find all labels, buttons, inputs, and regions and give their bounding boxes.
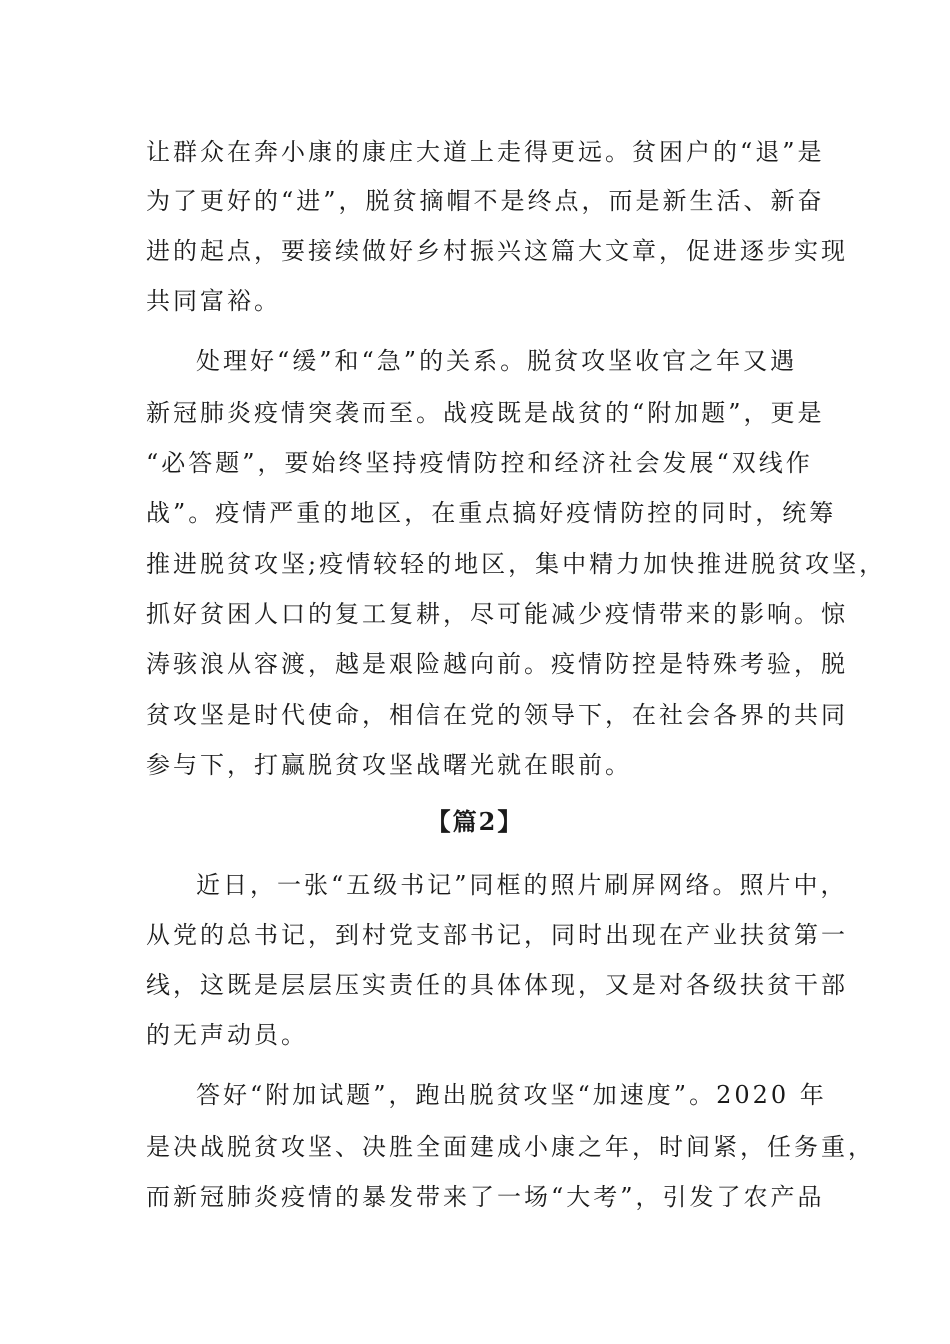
paragraph-4-line-3: 而新冠肺炎疫情的暴发带来了一场“大考”，引发了农产品 <box>146 1183 825 1211</box>
paragraph-2-line-3: “必答题”，要始终坚持疫情防控和经济社会发展“双线作 <box>146 449 813 477</box>
paragraph-2-line-1: 处理好“缓”和“急”的关系。脱贫攻坚收官之年又遇 <box>196 347 798 375</box>
paragraph-2-line-4: 战”。疫情严重的地区，在重点搞好疫情防控的同时，统筹 <box>146 499 837 527</box>
paragraph-2-line-5: 推进脱贫攻坚;疫情较轻的地区，集中精力加快推进脱贫攻坚， <box>146 550 887 578</box>
paragraph-2-line-6: 抓好贫困人口的复工复耕，尽可能减少疫情带来的影响。惊 <box>146 600 848 628</box>
paragraph-4-line-2: 是决战脱贫攻坚、决胜全面建成小康之年，时间紧，任务重， <box>146 1133 875 1161</box>
paragraph-3-line-3: 线，这既是层层压实责任的具体体现，又是对各级扶贫干部 <box>146 971 848 999</box>
paragraph-4-line-1: 答好“附加试题”，跑出脱贫攻坚“加速度”。2020 年 <box>196 1081 827 1109</box>
paragraph-3-line-1: 近日，一张“五级书记”同框的照片刷屏网络。照片中， <box>196 871 848 899</box>
paragraph-2-line-7: 涛骇浪从容渡，越是艰险越向前。疫情防控是特殊考验，脱 <box>146 650 848 678</box>
paragraph-2-line-2: 新冠肺炎疫情突袭而至。战疫既是战贫的“附加题”，更是 <box>146 399 825 427</box>
section-heading: 【篇2】 <box>426 807 524 836</box>
paragraph-1-line-4: 共同富裕。 <box>146 287 281 315</box>
paragraph-2-line-8: 贫攻坚是时代使命，相信在党的领导下，在社会各界的共同 <box>146 701 848 729</box>
paragraph-2-line-9: 参与下，打赢脱贫攻坚战曙光就在眼前。 <box>146 751 632 779</box>
paragraph-1-line-2: 为了更好的“进”，脱贫摘帽不是终点，而是新生活、新奋 <box>146 187 825 215</box>
paragraph-3-line-2: 从党的总书记，到村党支部书记，同时出现在产业扶贫第一 <box>146 921 848 949</box>
paragraph-1-line-3: 进的起点，要接续做好乡村振兴这篇大文章，促进逐步实现 <box>146 237 848 265</box>
paragraph-3-line-4: 的无声动员。 <box>146 1021 308 1049</box>
paragraph-1-line-1: 让群众在奔小康的康庄大道上走得更远。贫困户的“退”是 <box>146 138 825 166</box>
